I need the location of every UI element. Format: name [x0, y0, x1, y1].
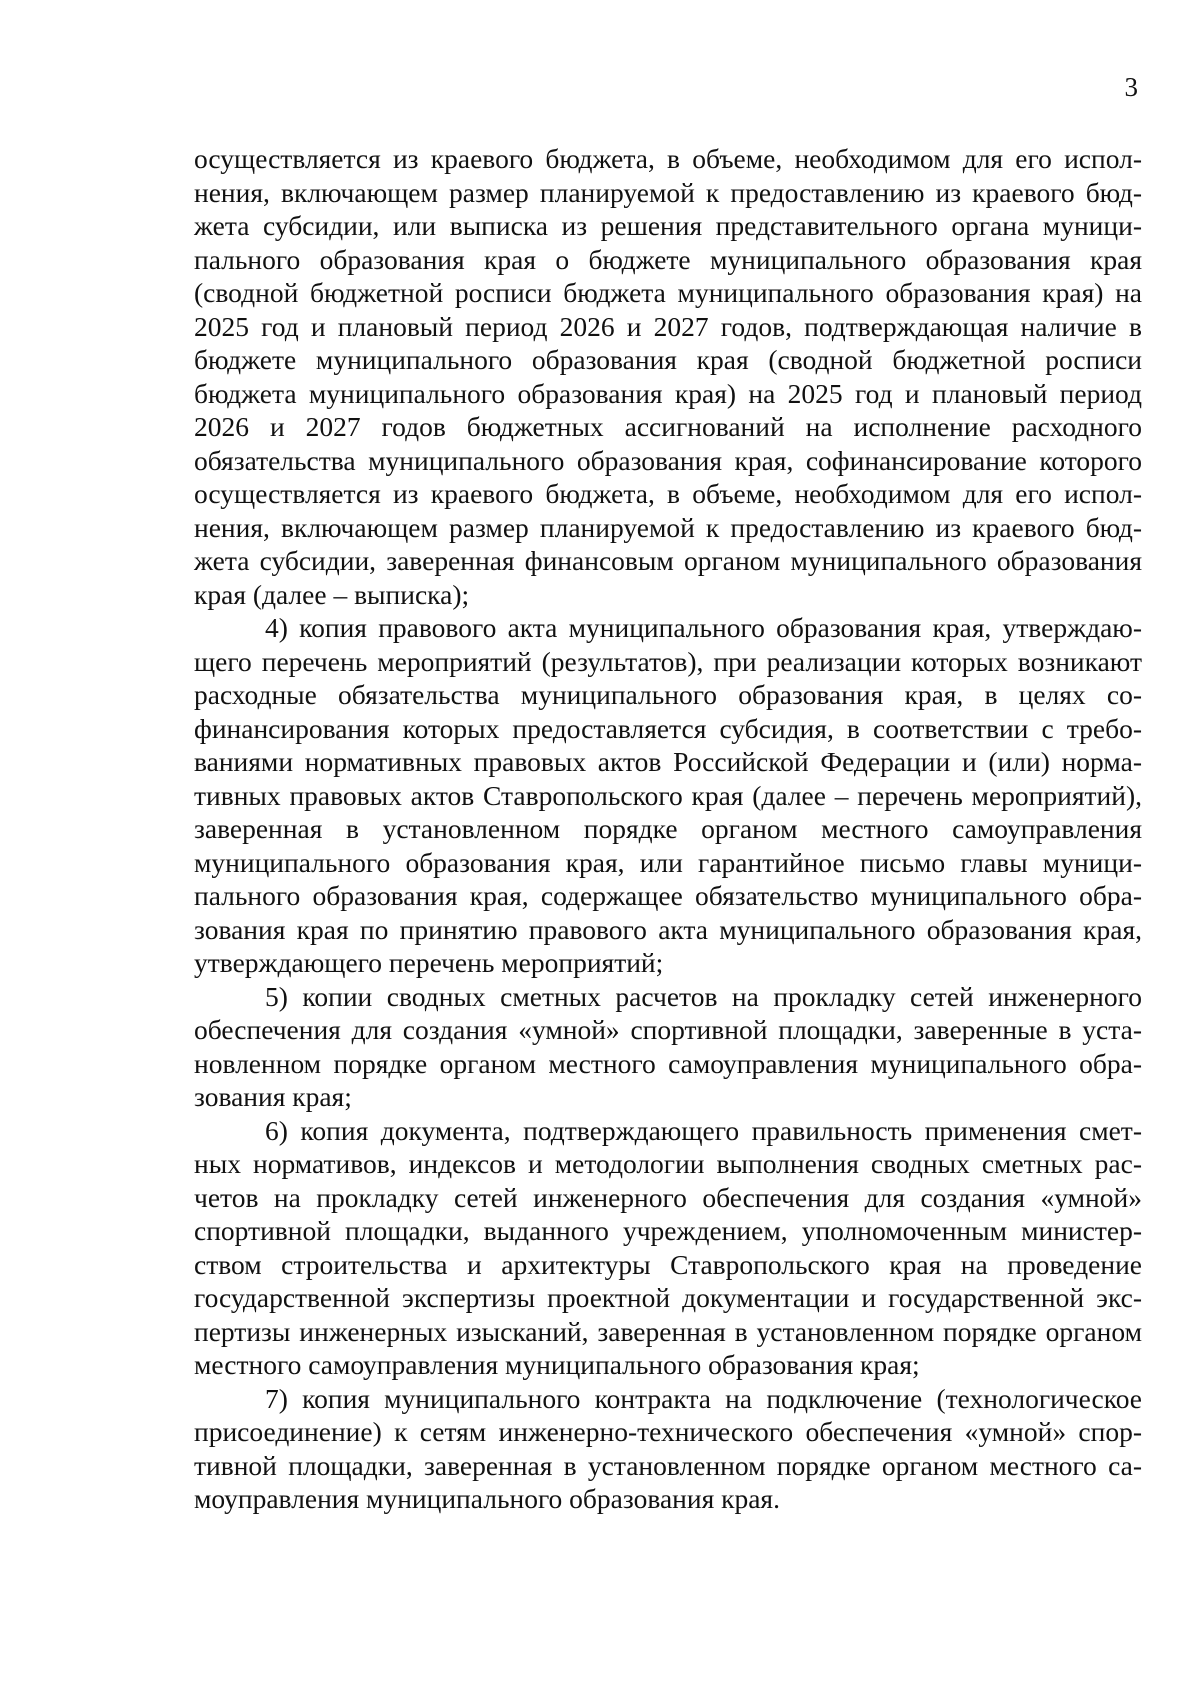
- paragraph-continuation: осуществляется из краевого бюджета, в объеме, необходимом для его исполнения, включающем размер планируемой к предоставлению из краевого бюджета субсидии, или выписка из решения представительного органа муниципального образования края о бюджете муниципального образования края (сводной бюджетной росписи бюджета муниципального образования края) на 2025 год и плановый период 2026 и 2027 годов, подтверждающая наличие в бюджете муниципального образования края (сводной бюджетной росписи бюджета муниципального образования края) на 2025 год и плановый период 2026 и 2027 годов бюджетных ассигнований на исполнение расходного обязательства муниципального образования края, софинансирование которого осуществляется из краевого бюджета, в объеме, необходимом для его исполнения, включающем размер планируемой к предоставлению из краевого бюджета субсидии, заверенная финансовым органом муниципального образования края (далее – выписка);: [194, 143, 1142, 610]
- paragraph-item-5: 5) копии сводных сметных расчетов на прокладку сетей инженерного обеспечения для создания «умной» спортивной площадки, заверенные в установленном порядке органом местного самоуправления муниципального образования края;: [194, 980, 1142, 1112]
- document-body: [194, 142, 1142, 1516]
- paragraph-item-4: 4) копия правового акта муниципального образования края, утверждающего перечень мероприятий (результатов), при реализации которых возникают расходные обязательства муниципального образования края, в целях софинансирования которых предоставляется субсидия, в соответствии с требованиями нормативных правовых актов Российской Федерации и (или) нормативных правовых актов Ставропольского края (далее – перечень мероприятий), заверенная в установленном порядке органом местного самоуправления муниципального образования края, или гарантийное письмо главы муниципального образования края, содержащее обязательство муниципального образования края по принятию правового акта муниципального образования края, утверждающего перечень мероприятий;: [194, 612, 1142, 978]
- paragraph-item-7: 7) копия муниципального контракта на подключение (технологическое присоединение) к сетям инженерно-технического обеспечения «умной» спортивной площадки, заверенная в установленном порядке органом местного самоуправления муниципального образования края.: [194, 1382, 1142, 1514]
- page-number: 3: [1124, 72, 1138, 102]
- paragraph-item-6: 6) копия документа, подтверждающего правильность применения сметных нормативов, индексов и методологии выполнения сводных сметных расчетов на прокладку сетей инженерного обеспечения для создания «умной» спортивной площадки, выданного учреждением, уполномоченным министерством строительства и архитектуры Ставропольского края на проведение государственной экспертизы проектной документации и государственной экспертизы инженерных изысканий, заверенная в установленном порядке органом местного самоуправления муниципального образования края;: [194, 1114, 1142, 1380]
